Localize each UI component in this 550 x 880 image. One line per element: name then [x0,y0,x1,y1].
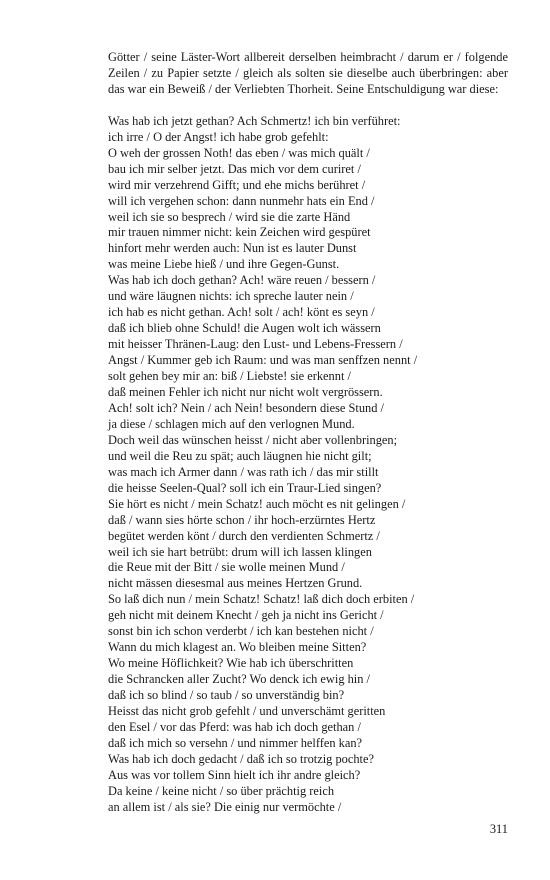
verse-line: und weil die Reu zu spät; auch läugnen hie nicht gilt; [108,448,372,463]
verse-line: ja diese / schlagen mich auf den verlognen Mund. [108,416,355,431]
verse-line: daß ich blieb ohne Schuld! die Augen wolt ich wässern [108,321,381,336]
verse-line: daß ich mich so versehn / und nimmer helffen kan? [108,735,363,750]
page-body [108,50,508,816]
verse-line: und wäre läugnen nichts: ich spreche lauter nein / [108,289,354,304]
verse-line: daß / wann sies hörte schon / ihr hoch-erzürntes Hertz [108,512,376,527]
verse-line: was mach ich Armer dann / was rath ich / das mir stillt [108,464,379,479]
verse-line: Doch weil das wünschen heisst / nicht aber vollenbringen; [108,432,398,447]
verse-line: solt gehen bey mir an: biß / Liebste! sie erkennt / [108,369,351,384]
verse-line: mit heisser Thränen-Laug: den Lust- und Lebens-Fressern / [108,337,403,352]
prose-paragraph: Götter / seine Läster-Wort allbereit derselben heimbracht / darum er / folgende Zeilen / zu Papier setzte / gleich als solten sie dieselbe auch überbringen: aber das war ein Beweiß / der Verliebten Thorheit. Seine Entschuldigung war diese: [108,50,508,96]
verse-line: Ach! solt ich? Nein / ach Nein! besondern diese Stund / [108,400,384,415]
page-number: 311 [489,822,508,836]
verse-line: weil ich sie hart betrübt: drum will ich lassen klingen [108,544,372,559]
verse-line: den Esel / vor das Pferd: was hab ich doch gethan / [108,720,361,735]
poem [108,114,508,816]
verse-line: O weh der grossen Noth! das eben / was mich quält / [108,145,370,160]
verse-line: daß meinen Fehler ich nicht nur nicht wolt vergrössern. [108,385,383,399]
verse-line: bau ich mir selber jetzt. Das mich vor dem curiret / [108,161,361,176]
verse-line: ich hab es nicht gethan. Ach! solt / ach! könt es seyn / [108,305,375,320]
verse-line: die Schrancken aller Zucht? Wo denck ich ewig hin / [108,672,370,687]
verse-line: wird mir verzehrend Gifft; und ehe michs berühret / [108,177,366,192]
verse-line: mir trauen nimmer nicht: kein Zeichen wird gespüret [108,225,371,240]
verse-line: die Reue mit der Bitt / sie wolle meinen Mund / [108,560,345,575]
verse-line: So laß dich nun / mein Schatz! Schatz! laß dich doch erbiten / [108,592,415,607]
verse-line: Wo meine Höflichkeit? Wie hab ich überschritten [108,656,354,671]
verse-line: hinfort mehr werden auch: Nun ist es lauter Dunst [108,241,357,256]
verse-line: Was hab ich doch gedacht / daß ich so trotzig pochte? [108,751,374,766]
verse-line: Angst / Kummer geb ich Raum: und was man senffzen nennt / [108,353,418,368]
verse-line: Sie hört es nicht / mein Schatz! auch möcht es nit gelingen / [108,496,406,511]
verse-line: nicht mässen diesesmal aus meines Hertzen Grund. [108,576,363,591]
verse-line: ich irre / O der Angst! ich habe grob gefehlt: [108,129,329,144]
verse-line: die heisse Seelen-Qual? soll ich ein Traur-Lied singen? [108,480,382,495]
verse-line: Was hab ich doch gethan? Ach! wäre reuen / bessern / [108,273,376,288]
verse-line: Heisst das nicht grob gefehlt / und unverschämt geritten [108,704,386,719]
verse-line: Was hab ich jetzt gethan? Ach Schmertz! ich bin verführet: [108,113,401,128]
prose-section [108,50,508,98]
verse-line: Wann du mich klagest an. Wo bleiben meine Sitten? [108,640,367,655]
verse-line: begütet werden könt / durch den verdienten Schmertz / [108,528,380,543]
verse-line: an allem ist / als sie? Die einig nur vermöchte / [108,799,342,814]
verse-line: Da keine / keine nicht / so über prächtig reich [108,783,335,798]
verse-line: will ich vergehen schon: dann nunmehr hats ein End / [108,193,375,208]
verse-line: geh nicht mit deinem Knecht / geh ja nicht ins Gericht / [108,608,384,623]
verse-line: was meine Liebe hieß / und ihre Gegen-Gunst. [108,257,340,272]
verse-line: daß ich so blind / so taub / so unverständig bin? [108,688,345,703]
verse-line: Aus was vor tollem Sinn hielt ich ihr andre gleich? [108,767,361,782]
verse-line: weil ich sie so besprech / wird sie die zarte Händ [108,209,351,224]
verse-line: sonst bin ich schon verderbt / ich kan bestehen nicht / [108,624,374,639]
